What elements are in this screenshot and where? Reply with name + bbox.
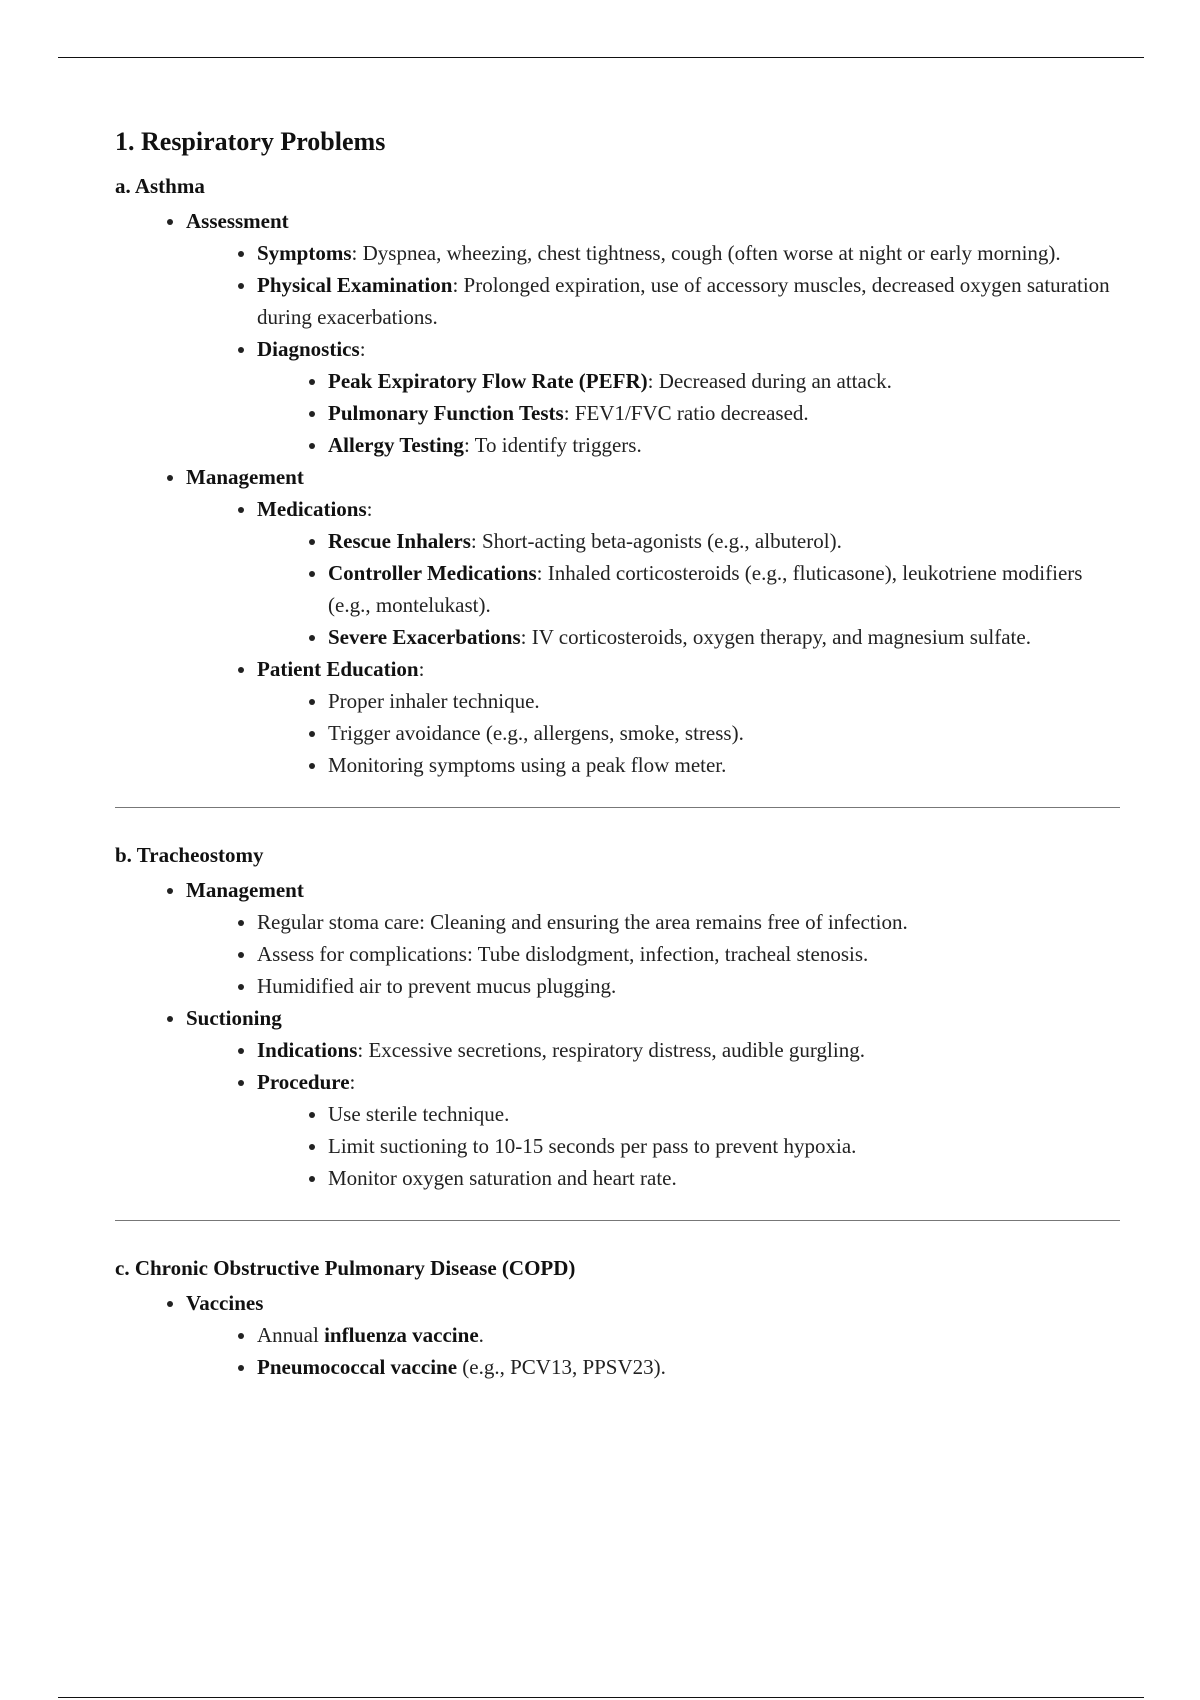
item-text: : FEV1/FVC ratio decreased. xyxy=(563,401,809,425)
list-item: • Monitor oxygen saturation and heart rate. xyxy=(328,1162,1120,1194)
page-title: 1. Respiratory Problems xyxy=(115,127,386,156)
item-text: (e.g., PCV13, PPSV23). xyxy=(457,1355,666,1379)
list-item xyxy=(328,365,1120,397)
list-item: • Limit suctioning to 10-15 seconds per pass to prevent hypoxia. xyxy=(328,1130,1120,1162)
list-item: • Use sterile technique. xyxy=(328,1098,1120,1130)
item-label: Assessment xyxy=(186,209,289,233)
item-text: Annual xyxy=(257,1323,325,1347)
item-text: : xyxy=(418,657,425,681)
section-heading-tracheostomy: b. Tracheostomy xyxy=(115,843,264,867)
item-label: Patient Education xyxy=(257,657,419,681)
section-tracheostomy xyxy=(115,840,1120,1194)
page-bottom-rule xyxy=(58,1697,1144,1698)
item-label: Management xyxy=(186,465,304,489)
tracheostomy-management-list xyxy=(186,906,1120,1002)
item-label: Allergy Testing xyxy=(328,433,464,457)
list-item xyxy=(328,557,1120,621)
list-item-suctioning xyxy=(186,1002,1120,1194)
copd-list xyxy=(115,1287,1120,1383)
list-item-procedure xyxy=(257,1066,1120,1194)
item-text: : To identify triggers. xyxy=(463,433,642,457)
page-top-rule xyxy=(58,57,1144,58)
management-list xyxy=(186,493,1120,781)
item-label: Physical Examination xyxy=(257,273,453,297)
assessment-list xyxy=(186,237,1120,461)
list-item-management xyxy=(186,461,1120,781)
item-label: Indications xyxy=(257,1038,358,1062)
list-item: • Proper inhaler technique. xyxy=(328,685,1120,717)
list-item: • Trigger avoidance (e.g., allergens, smoke, stress). xyxy=(328,717,1120,749)
item-text: : Prolonged expiration, use of accessory muscles, decreased oxygen saturation during exacerbations. xyxy=(257,273,1110,329)
asthma-list xyxy=(115,205,1120,781)
item-label: Medications xyxy=(257,497,367,521)
medications-list xyxy=(257,525,1120,653)
list-item-physical-exam xyxy=(257,269,1120,333)
list-item: • Monitoring symptoms using a peak flow meter. xyxy=(328,749,1120,781)
item-label: influenza vaccine xyxy=(324,1323,479,1347)
section-heading-copd: c. Chronic Obstructive Pulmonary Disease (COPD) xyxy=(115,1256,576,1280)
list-item-pneumococcal xyxy=(257,1351,1120,1383)
item-label: Severe Exacerbations xyxy=(328,625,521,649)
list-item-symptoms xyxy=(257,237,1120,269)
item-text: . xyxy=(478,1323,484,1347)
list-item-medications xyxy=(257,493,1120,653)
list-item-management xyxy=(186,874,1120,1002)
item-label: Vaccines xyxy=(186,1291,264,1315)
item-text: : Dyspnea, wheezing, chest tightness, cough (often worse at night or early morning). xyxy=(351,241,1061,265)
suctioning-list xyxy=(186,1034,1120,1194)
item-text: : Short-acting beta-agonists (e.g., albuterol). xyxy=(470,529,842,553)
list-item: • Humidified air to prevent mucus plugging. xyxy=(257,970,1120,1002)
diagnostics-list xyxy=(257,365,1120,461)
list-item: • Assess for complications: Tube dislodgment, infection, tracheal stenosis. xyxy=(257,938,1120,970)
section-asthma xyxy=(115,171,1120,781)
list-item xyxy=(328,525,1120,557)
section-copd xyxy=(115,1253,1120,1383)
item-text: : IV corticosteroids, oxygen therapy, and magnesium sulfate. xyxy=(520,625,1031,649)
item-text: : Decreased during an attack. xyxy=(647,369,892,393)
item-text: : Excessive secretions, respiratory distress, audible gurgling. xyxy=(357,1038,865,1062)
item-label: Procedure xyxy=(257,1070,350,1094)
section-heading-asthma: a. Asthma xyxy=(115,174,205,198)
tracheostomy-list xyxy=(115,874,1120,1194)
item-label: Management xyxy=(186,878,304,902)
item-text: : xyxy=(349,1070,356,1094)
list-item-influenza xyxy=(257,1319,1120,1351)
item-label: Pulmonary Function Tests xyxy=(328,401,564,425)
item-label: Pneumococcal vaccine xyxy=(257,1355,458,1379)
list-item-diagnostics xyxy=(257,333,1120,461)
item-label: Rescue Inhalers xyxy=(328,529,471,553)
list-item-indications xyxy=(257,1034,1120,1066)
list-item-assessment xyxy=(186,205,1120,461)
item-label: Controller Medications xyxy=(328,561,537,585)
patient-education-list xyxy=(257,685,1120,781)
procedure-list xyxy=(257,1098,1120,1194)
list-item-patient-education xyxy=(257,653,1120,781)
item-label: Diagnostics xyxy=(257,337,360,361)
document-content xyxy=(115,125,1120,1383)
item-label: Symptoms xyxy=(257,241,352,265)
section-divider xyxy=(115,1220,1120,1221)
list-item xyxy=(328,397,1120,429)
section-divider xyxy=(115,807,1120,808)
item-text: : xyxy=(359,337,366,361)
item-text: : xyxy=(366,497,373,521)
list-item xyxy=(328,621,1120,653)
vaccines-list xyxy=(186,1319,1120,1383)
list-item: • Regular stoma care: Cleaning and ensuring the area remains free of infection. xyxy=(257,906,1120,938)
list-item xyxy=(328,429,1120,461)
list-item-vaccines xyxy=(186,1287,1120,1383)
item-label: Suctioning xyxy=(186,1006,282,1030)
item-text: : Inhaled corticosteroids (e.g., fluticasone), leukotriene modifiers (e.g., montelukast). xyxy=(328,561,1083,617)
item-label: Peak Expiratory Flow Rate (PEFR) xyxy=(328,369,648,393)
